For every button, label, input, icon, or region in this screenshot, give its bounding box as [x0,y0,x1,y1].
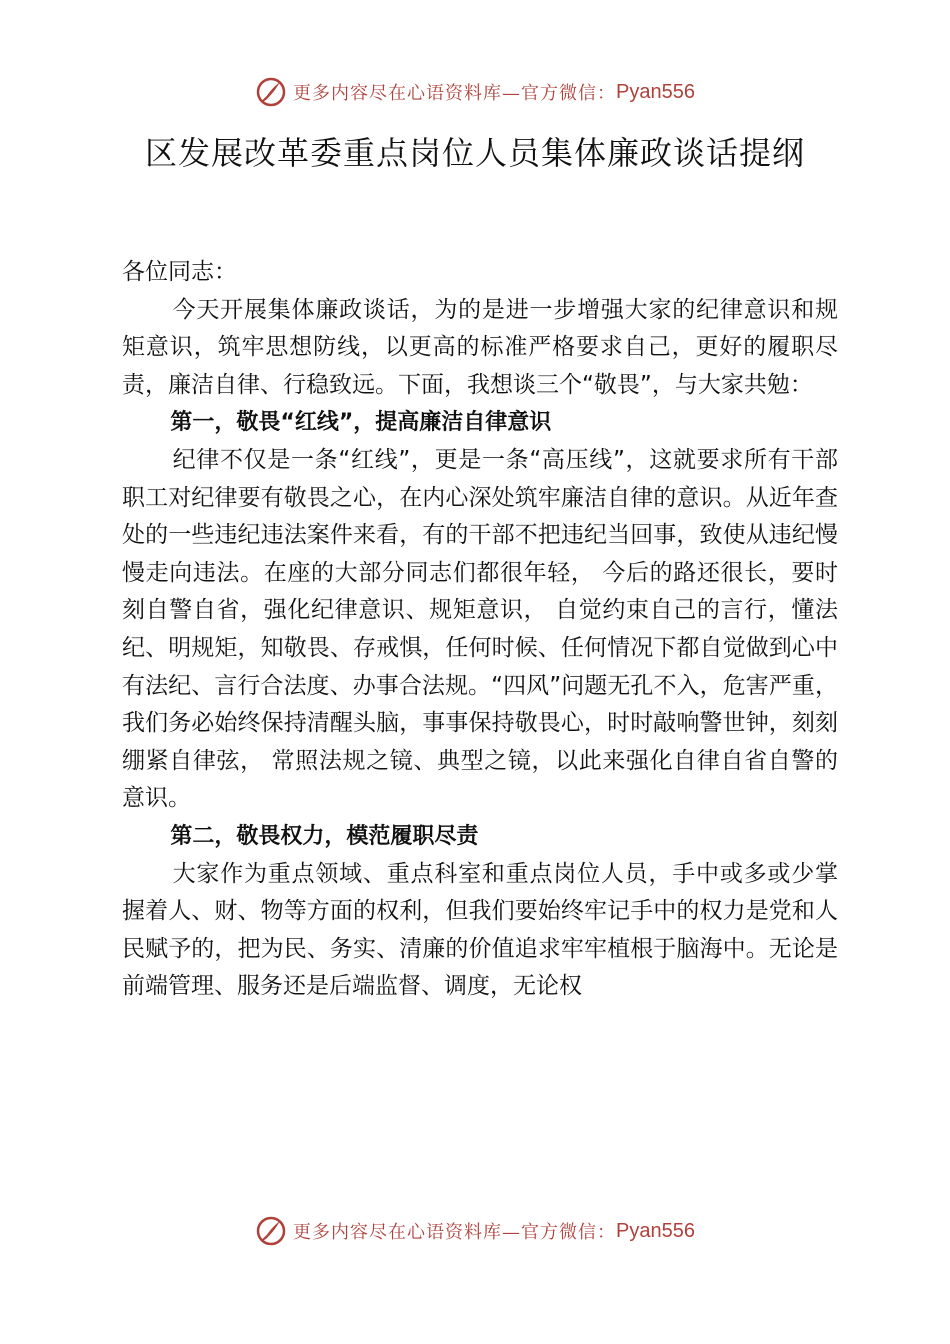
intro-paragraph: 今天开展集体廉政谈话，为的是进一步增强大家的纪律意识和规矩意识，筑牢思想防线，以更高的标准严格要求自己，更好的履职尽责，廉洁自律、行稳致远。下面，我想谈三个“敬畏”，与大家共勉： [122,296,838,398]
watermark-text: 更多内容尽在心语资料库—官方微信： [293,83,617,104]
salutation: 各位同志： [122,259,237,285]
document-title: 区发展改革委重点岗位人员集体廉政谈话提纲 [144,134,805,172]
feather-seal-icon [255,1215,287,1247]
watermark-text: 更多内容尽在心语资料库—官方微信： [293,1222,617,1243]
watermark-wechat-id: Pyan556 [616,80,695,103]
footer-watermark [0,1211,950,1251]
section-2-paragraph: 大家作为重点领域、重点科室和重点岗位人员，手中或多或少掌握着人、财、物等方面的权利，但我们要始终牢记手中的权力是党和人民赋予的，把为民、务实、清廉的价值追求牢牢植根于脑海中。无论是前端管理、服务还是后端监督、调度，无论权 [122,860,838,1000]
watermark-wechat-id: Pyan556 [616,1219,695,1242]
document-body [122,254,838,1006]
feather-seal-icon [255,76,287,108]
section-2-heading: 第二，敬畏权力，模范履职尽责 [170,823,479,849]
section-1-paragraph: 纪律不仅是一条“红线”，更是一条“高压线”，这就要求所有干部职工对纪律要有敬畏之心，在内心深处筑牢廉洁自律的意识。从近年查处的一些违纪违法案件来看，有的干部不把违纪当回事，致使从违纪慢慢走向违法。在座的大部分同志们都很年轻， 今后的路还很长，要时刻自警自省，强化纪律意识、规矩意识， 自觉约束自己的言行，懂法纪、明规矩，知敬畏、存戒惧，任何时候、任何情况下都自觉做到心中有法纪、言行合法度、办事合法规。“四风”问题无孔不入，危害严重，我们务必始终保持清醒头脑，事事保持敬畏心，时时敲响警世钟，刻刻绷紧自律弦， 常照法规之镜、典型之镜，以此来强化自律自省自警的意识。 [122,446,838,812]
header-watermark [0,72,950,112]
section-1-heading: 第一，敬畏“红线”，提高廉洁自律意识 [170,410,552,436]
